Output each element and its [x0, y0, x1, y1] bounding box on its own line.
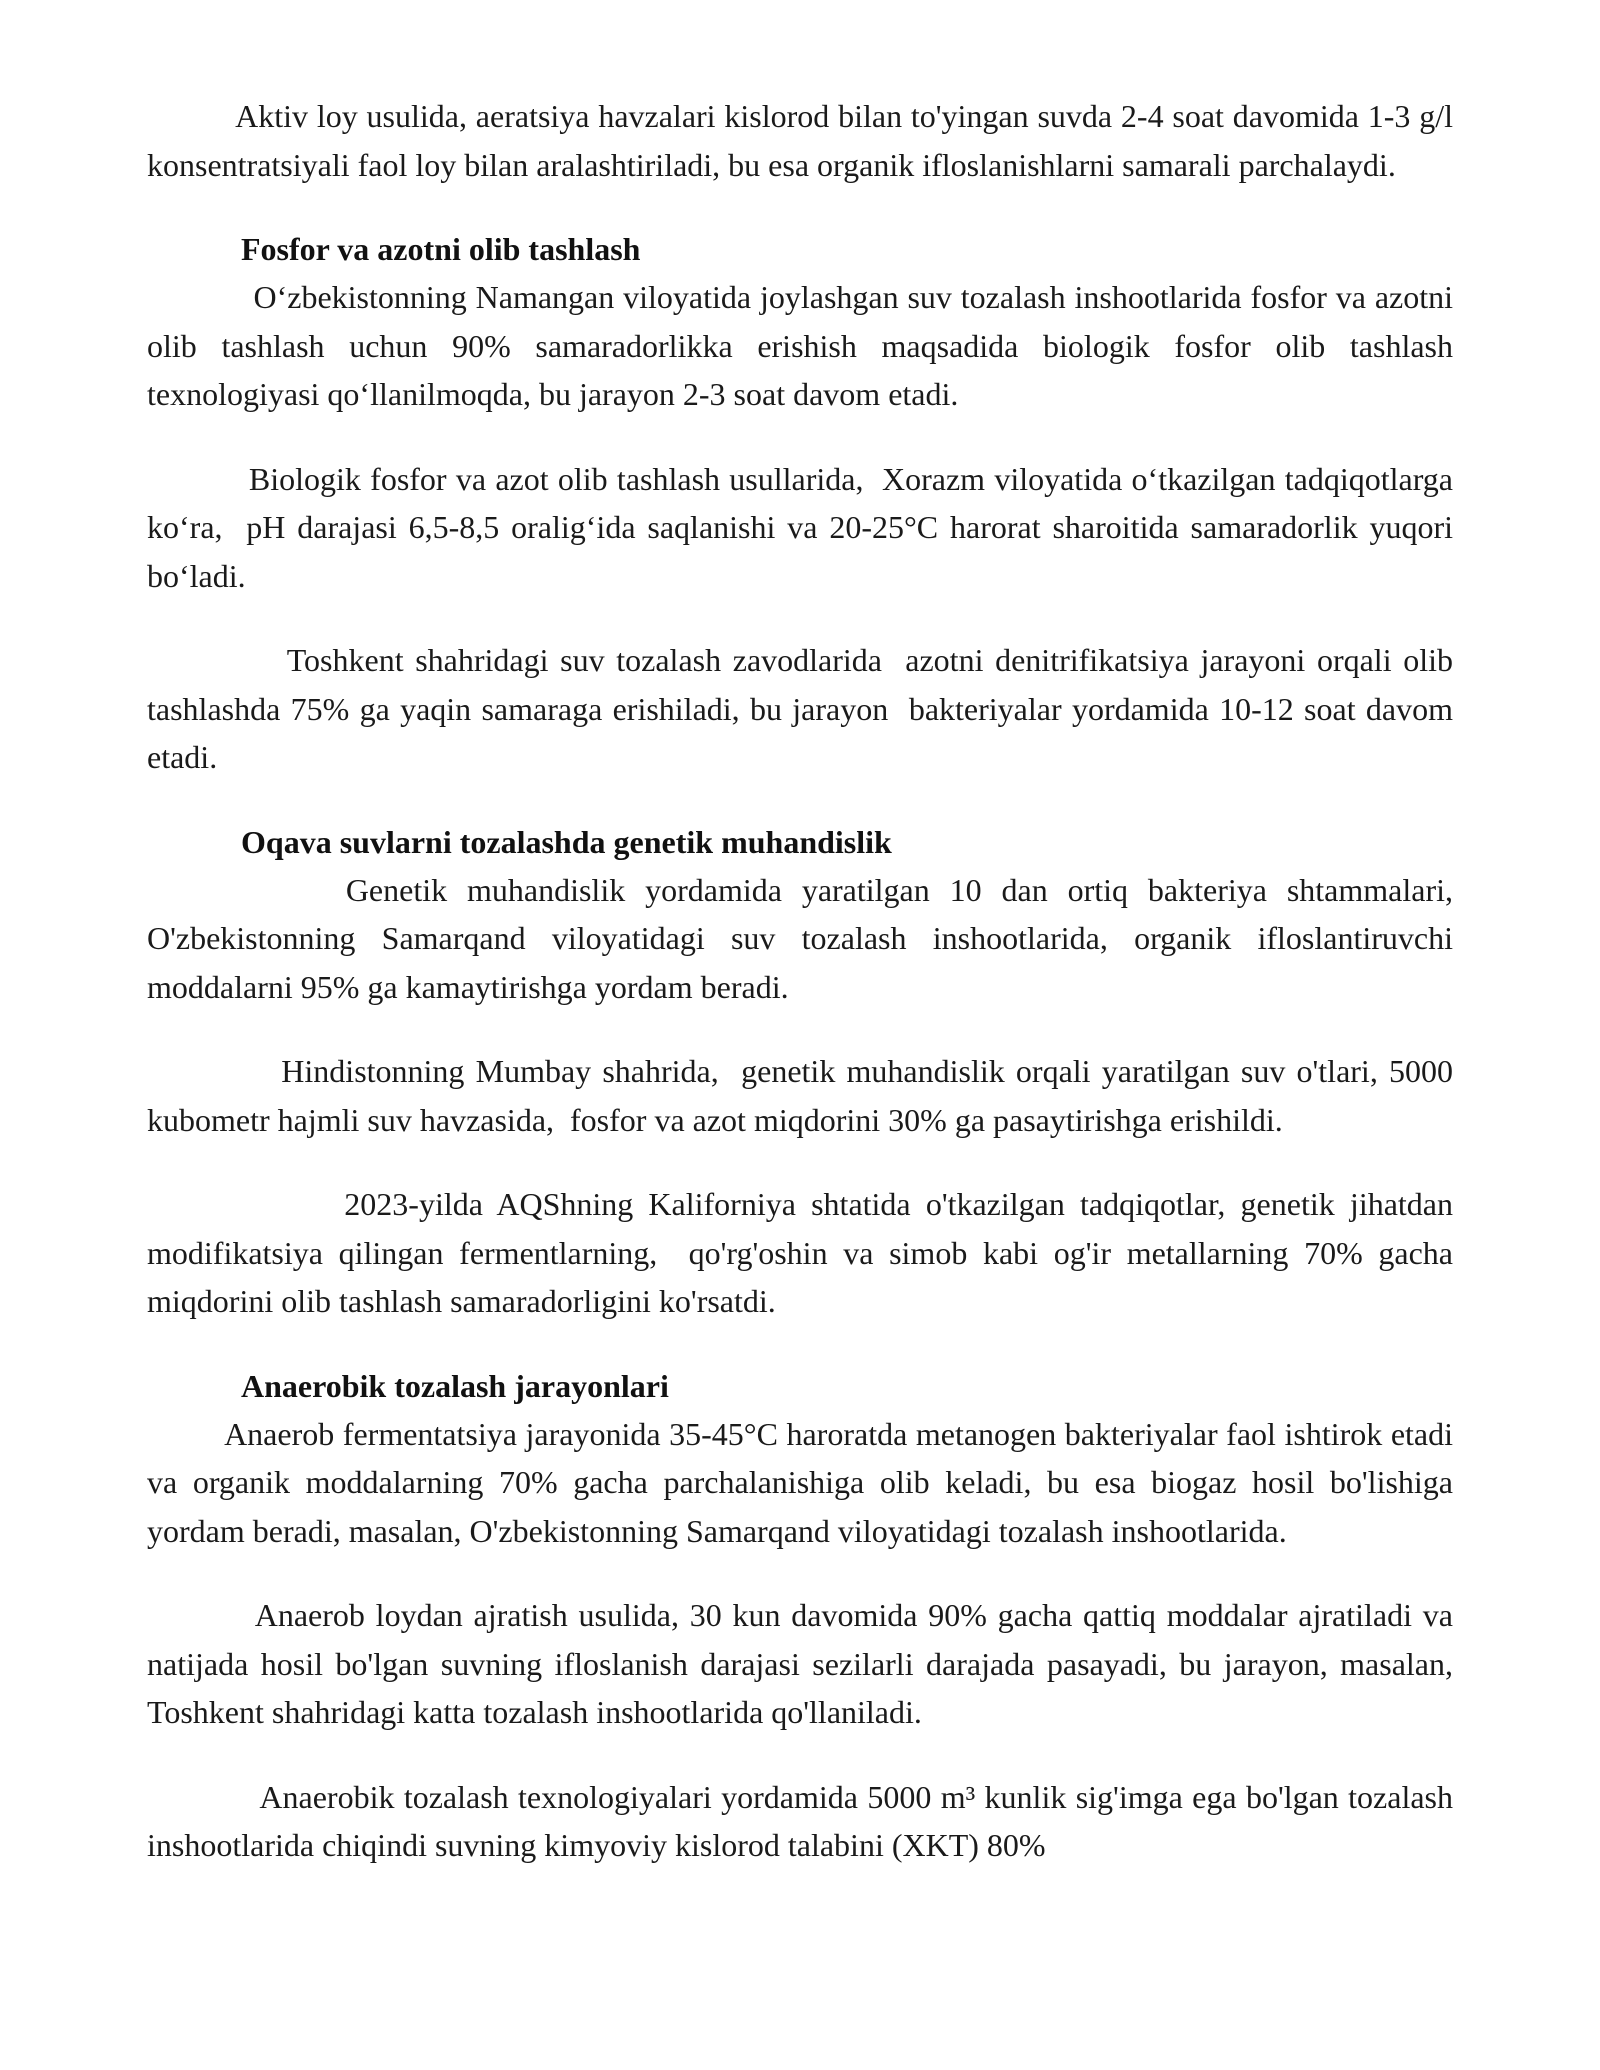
paragraph-samarqand-bakteriya: Genetik muhandislik yordamida yaratilgan 10 dan ortiq bakteriya shtammalari, O'zbekistonning Samarqand viloyatidagi suv tozalash inshootlarida, organik ifloslantiruvchi moddalarni 95% ga kamaytirishga yordam beradi. — [147, 871, 1462, 1005]
paragraph-xorazm: Biologik fosfor va azot olib tashlash usullarida, Xorazm viloyatida oʻtkazilgan tadqiqotlarga koʻra, pH darajasi 6,5-8,5 oraligʻida saqlanishi va 20-25°C harorat sharoitida samaradorlik yuqori boʻladi. — [147, 460, 1462, 594]
paragraph-mumbay: Hindistonning Mumbay shahrida, genetik muhandislik orqali yaratilgan suv o'tlari, 5000 kubometr hajmli suv havzasida, fosfor va azot miqdorini 30% ga pasaytirishga erishildi. — [147, 1053, 1462, 1138]
section-heading-genetik-muhandislik: Oqava suvlarni tozalashda genetik muhandislik — [241, 823, 892, 860]
paragraph-anaerob-fermentatsiya: Anaerob fermentatsiya jarayonida 35-45°C haroratda metanogen bakteriyalar faol ishtirok etadi va organik moddalarning 70% gacha parchalanishiga olib keladi, bu esa biogaz hosil bo'lishiga yordam beradi, masalan, O'zbekistonning Samarqand viloyatidagi tozalash inshootlarida. — [147, 1415, 1461, 1549]
paragraph-namangan: Oʻzbekistonning Namangan viloyatida joylashgan suv tozalash inshootlarida fosfor va azotni olib tashlash uchun 90% samaradorlikka erishish maqsadida biologik fosfor olib tashlash texnologiyasi qoʻllanilmoqda, bu jarayon 2-3 soat davom etadi. — [147, 279, 1462, 412]
paragraph-kaliforniya: 2023-yilda AQShning Kaliforniya shtatida o'tkazilgan tadqiqotlar, genetik jihatdan modifikatsiya qilingan fermentlarning, qo'rg'oshin va simob kabi og'ir metallarning 70% gacha miqdorini olib tashlash samaradorligini ko'rsatdi. — [147, 1186, 1462, 1319]
section-heading-fosfor-azot: Fosfor va azotni olib tashlash — [241, 231, 641, 267]
paragraph-aktiv-loy: Aktiv loy usulida, aeratsiya havzalari kislorod bilan to'yingan suvda 2-4 soat davomida 1-3 g/l konsentratsiyali faol loy bilan aralashtiriladi, bu esa organik ifloslanishlarni samarali parchalaydi. — [147, 98, 1462, 183]
paragraph-toshkent-denitrifikatsiya: Toshkent shahridagi suv tozalash zavodlarida azotni denitrifikatsiya jarayoni orqali olib tashlashda 75% ga yaqin samaraga erishiladi, bu jarayon bakteriyalar yordamida 10-12 soat davom etadi. — [147, 642, 1462, 775]
paragraph-anaerobik-texnologiya: Anaerobik tozalash texnologiyalari yordamida 5000 m³ kunlik sig'imga ega bo'lgan tozalash inshootlarida chiqindi suvning kimyoviy kislorod talabini (XKT) 80% — [147, 1778, 1462, 1863]
document-page — [147, 92, 1462, 1870]
paragraph-anaerob-loy: Anaerob loydan ajratish usulida, 30 kun davomida 90% gacha qattiq moddalar ajratiladi va natijada hosil bo'lgan suvning ifloslanish darajasi sezilarli darajada pasayadi, bu jarayon, masalan, Toshkent shahridagi katta tozalash inshootlarida qo'llaniladi. — [147, 1597, 1461, 1730]
section-heading-anaerobik: Anaerobik tozalash jarayonlari — [241, 1367, 669, 1404]
